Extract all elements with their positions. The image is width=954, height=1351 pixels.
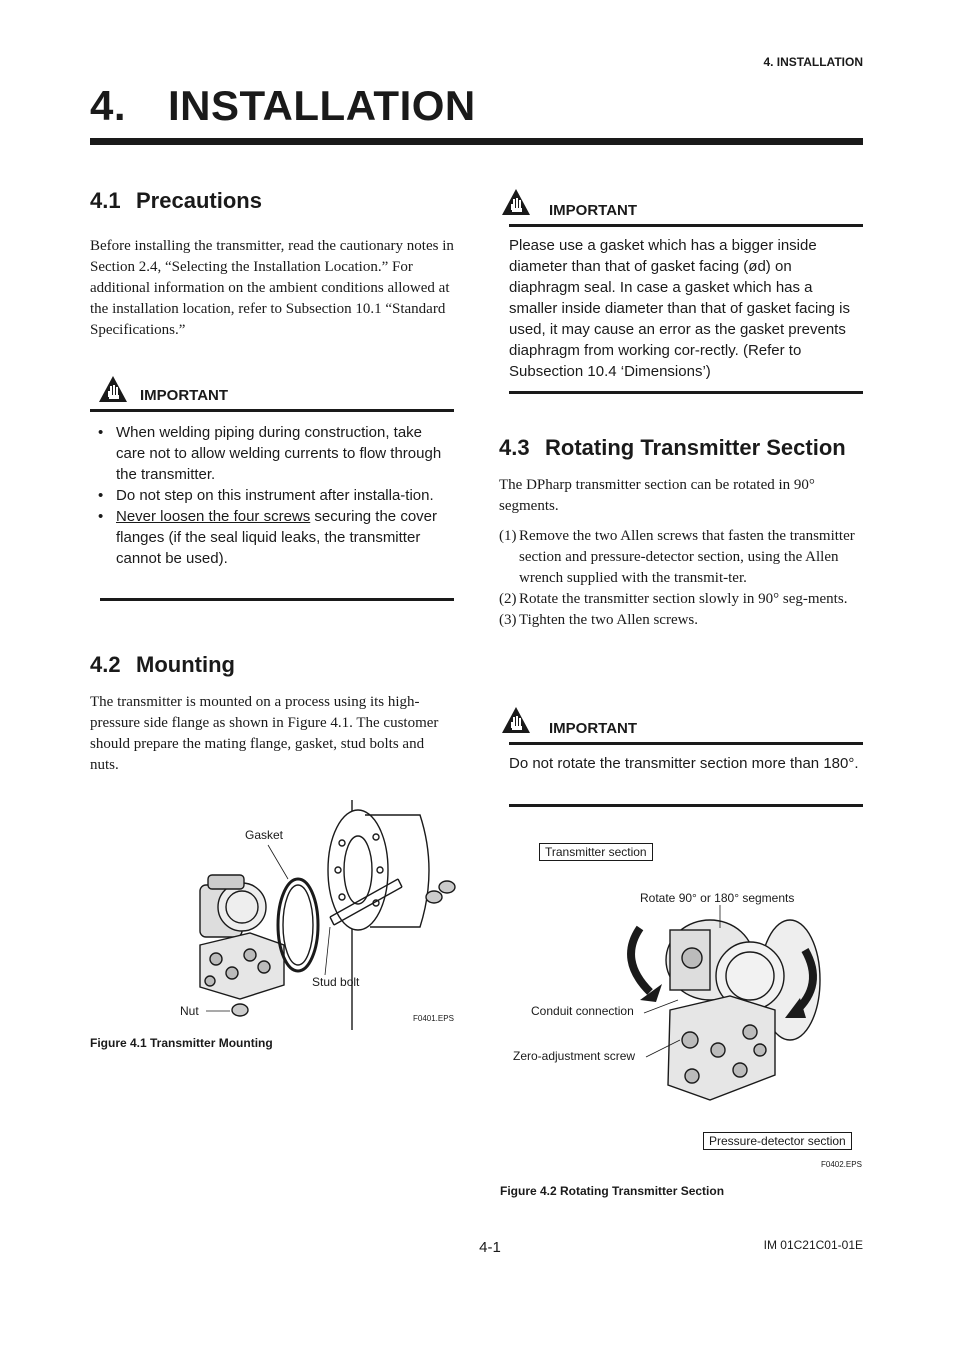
fig-label-transmitter-section: Transmitter section — [539, 843, 653, 861]
section-4-3-heading — [499, 435, 846, 461]
chapter-title — [90, 82, 476, 130]
section-number: 4.3 — [499, 435, 530, 460]
fig-label-conduit: Conduit connection — [531, 1004, 634, 1018]
fig-label-nut: Nut — [180, 1004, 199, 1018]
warning-hand-icon — [501, 188, 531, 216]
page-number: 4-1 — [479, 1239, 501, 1256]
figure-4-1-caption: Figure 4.1 Transmitter Mounting — [90, 1036, 273, 1050]
important-bottom-rule — [100, 598, 454, 601]
important-gasket-text: Please use a gasket which has a bigger inside diameter than that of gasket facing (ød) on diaphragm seal. In case a gasket which has a smaller inside diameter than that of gasket facing is used, it may cause an error as the gasket prevents diaphragm from working cor-rectly. (Refer to Subsection 10.4 ‘Dimensions’) — [509, 237, 851, 380]
section-title: Precautions — [136, 188, 262, 213]
figure-4-2-drawing — [600, 900, 830, 1130]
section-title: Mounting — [136, 652, 235, 677]
precautions-list — [98, 422, 454, 569]
list-item: (3) Tighten the two Allen screws. — [499, 612, 699, 628]
running-header: 4. INSTALLATION — [763, 55, 863, 69]
title-rule — [90, 138, 863, 145]
important-rotation-text: Do not rotate the transmitter section more than 180°. — [509, 755, 859, 772]
list-item: • Do not step on this instrument after installa-tion. — [98, 485, 454, 506]
section-4-1-body: Before installing the transmitter, read the cautionary notes in Section 2.4, “Selecting the Installation Location.” For additional information on the ambient conditions allowed at the installation location, refer to Subsection 10.1 “Standard Specifications.” — [90, 238, 454, 338]
list-item: • When welding piping during construction, take care not to allow welding currents to flow through the transmitter. — [98, 422, 454, 485]
list-item: (2) Rotate the transmitter section slowly in 90° seg-ments. — [499, 591, 848, 607]
important-bottom-rule — [509, 391, 863, 394]
chapter-number: 4. — [90, 82, 127, 129]
list-item: • Never loosen the four screws securing the cover flanges (if the seal liquid leaks, the transmitter cannot be used). — [98, 506, 454, 569]
important-top-rule — [509, 224, 863, 227]
fig-label-stud-bolt: Stud bolt — [312, 975, 360, 989]
section-number: 4.1 — [90, 188, 121, 213]
section-title: Rotating Transmitter Section — [545, 435, 846, 460]
list-item: (1) Remove the two Allen screws that fasten the transmitter section and pressure-detector section, using the Allen wrench supplied with the transmit-ter. — [499, 528, 855, 586]
rotation-steps — [499, 526, 863, 631]
section-4-1-heading — [90, 188, 262, 214]
fig-label-gasket: Gasket — [245, 828, 284, 842]
fig-file-ref: F0401.EPS — [413, 1014, 454, 1023]
important-label: IMPORTANT — [549, 720, 638, 737]
section-4-2-heading — [90, 652, 235, 678]
fig-file-ref: F0402.EPS — [821, 1160, 862, 1169]
chapter-title-text: INSTALLATION — [168, 82, 476, 129]
warning-hand-icon — [98, 375, 128, 403]
figure-4-1-drawing — [180, 795, 460, 1030]
section-4-3-body: The DPharp transmitter section can be rotated in 90° segments. — [499, 477, 815, 514]
warning-hand-icon — [501, 706, 531, 734]
section-number: 4.2 — [90, 652, 121, 677]
important-top-rule — [90, 409, 454, 412]
document-code: IM 01C21C01-01E — [763, 1238, 863, 1252]
important-label: IMPORTANT — [140, 387, 229, 404]
fig-label-rotate: Rotate 90° or 180° segments — [640, 891, 795, 905]
important-bottom-rule — [509, 804, 863, 807]
section-4-2-body: The transmitter is mounted on a process using its high-pressure side flange as shown in Figure 4.1. The customer should prepare the mating flange, gasket, stud bolts and nuts. — [90, 694, 439, 773]
fig-label-zero-adjustment: Zero-adjustment screw — [513, 1049, 636, 1063]
important-label: IMPORTANT — [549, 202, 638, 219]
important-top-rule — [509, 742, 863, 745]
figure-4-2-caption: Figure 4.2 Rotating Transmitter Section — [500, 1184, 725, 1198]
fig-label-pressure-detector: Pressure-detector section — [703, 1132, 852, 1150]
